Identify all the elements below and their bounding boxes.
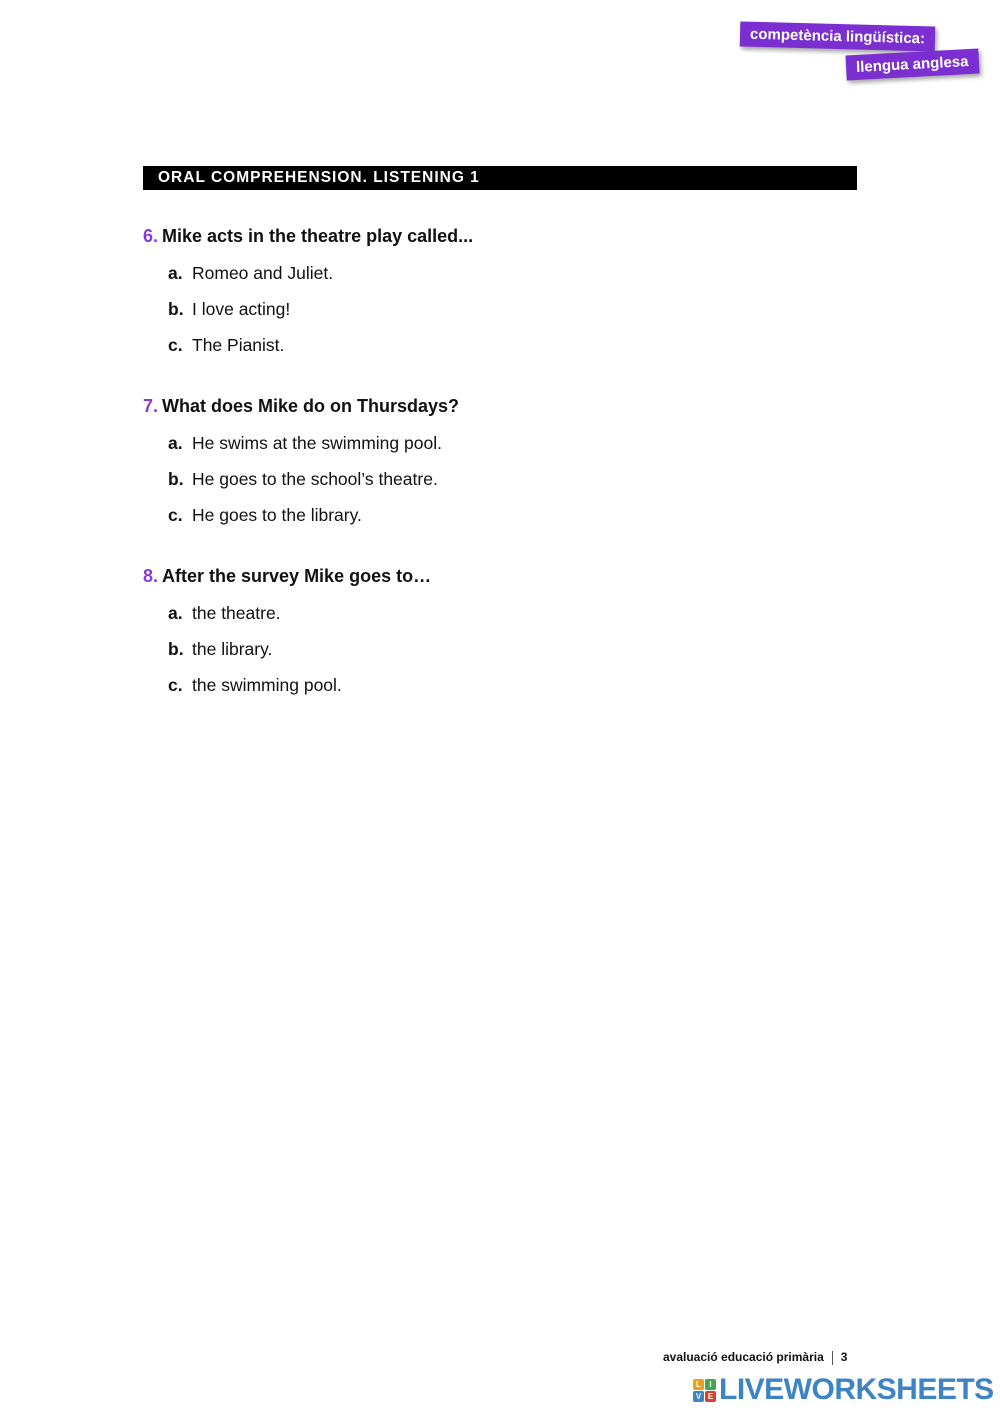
option-letter: b.	[168, 299, 184, 319]
question-title	[143, 226, 473, 247]
option-text: the swimming pool.	[192, 675, 342, 695]
option-letter: c.	[168, 335, 183, 355]
question-title	[143, 566, 431, 587]
question-6	[143, 226, 473, 356]
option-letter: a.	[168, 433, 183, 453]
option-a[interactable]	[168, 433, 459, 454]
option-letter: b.	[168, 469, 184, 489]
liveworksheets-brand[interactable]	[693, 1374, 994, 1406]
option-c[interactable]	[168, 675, 431, 696]
logo-cell: E	[705, 1391, 716, 1402]
question-title	[143, 396, 459, 417]
question-text: What does Mike do on Thursdays?	[162, 396, 460, 416]
question-text: Mike acts in the theatre play called...	[162, 226, 474, 246]
logo-cell: L	[693, 1379, 704, 1390]
section-title: ORAL COMPREHENSION. LISTENING 1	[143, 166, 857, 190]
option-text: The Pianist.	[192, 335, 285, 355]
subject-tag-line2: llengua anglesa	[845, 49, 979, 81]
liveworksheets-logo-icon	[693, 1379, 716, 1402]
option-letter: c.	[168, 675, 183, 695]
option-a[interactable]	[168, 263, 473, 284]
option-a[interactable]	[168, 603, 431, 624]
option-text: He goes to the library.	[192, 505, 362, 525]
option-letter: b.	[168, 639, 184, 659]
footer-divider	[832, 1351, 833, 1365]
page-footer	[663, 1350, 847, 1365]
option-letter: a.	[168, 263, 183, 283]
question-number: 6.	[143, 226, 159, 246]
option-letter: c.	[168, 505, 183, 525]
option-b[interactable]	[168, 469, 459, 490]
option-c[interactable]	[168, 505, 459, 526]
logo-cell: V	[693, 1391, 704, 1402]
brand-name: LIVEWORKSHEETS	[719, 1373, 994, 1406]
option-c[interactable]	[168, 335, 473, 356]
footer-text: avaluació educació primària	[663, 1350, 824, 1364]
question-8	[143, 566, 431, 696]
option-text: He goes to the school’s theatre.	[192, 469, 438, 489]
question-number: 7.	[143, 396, 159, 416]
option-text: I love acting!	[192, 299, 291, 319]
option-text: He swims at the swimming pool.	[192, 433, 442, 453]
option-b[interactable]	[168, 299, 473, 320]
option-text: the library.	[192, 639, 273, 659]
option-text: Romeo and Juliet.	[192, 263, 334, 283]
page-number: 3	[840, 1350, 848, 1364]
option-letter: a.	[168, 603, 183, 623]
logo-cell: I	[705, 1379, 716, 1390]
option-text: the theatre.	[192, 603, 281, 623]
option-b[interactable]	[168, 639, 431, 660]
question-7	[143, 396, 459, 526]
question-text: After the survey Mike goes to…	[162, 566, 432, 586]
question-number: 8.	[143, 566, 159, 586]
subject-tag-line1: competència lingüística:	[740, 21, 936, 51]
